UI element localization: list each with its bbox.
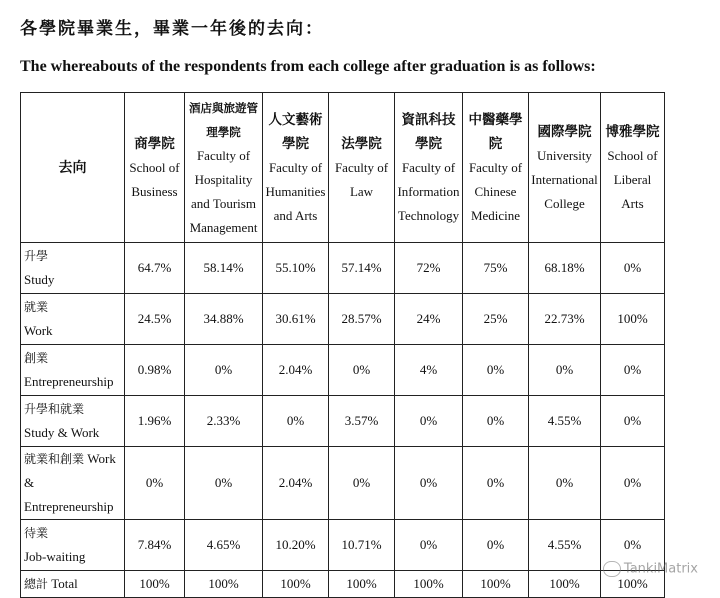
- row-label: 就業和創業 Work & Entrepreneurship: [21, 447, 125, 520]
- table-cell: 0%: [463, 520, 529, 571]
- table-cell: 24%: [395, 294, 463, 345]
- table-cell: 100%: [601, 294, 665, 345]
- table-cell: 10.20%: [263, 520, 329, 571]
- row-label: 升學和就業 Study & Work: [21, 396, 125, 447]
- col-liberal-arts: 博雅學院 School of Liberal Arts: [601, 93, 665, 243]
- col-it: 資訊科技學院 Faculty of Information Technology: [395, 93, 463, 243]
- table-cell: 30.61%: [263, 294, 329, 345]
- table-cell: 4.65%: [185, 520, 263, 571]
- table-cell: 0%: [395, 396, 463, 447]
- table-cell: 0%: [601, 520, 665, 571]
- col-international: 國際學院 University International College: [529, 93, 601, 243]
- table-cell: 100%: [463, 571, 529, 598]
- table-cell: 0%: [395, 447, 463, 520]
- table-cell: 3.57%: [329, 396, 395, 447]
- table-cell: 28.57%: [329, 294, 395, 345]
- table-row: [21, 294, 665, 345]
- table-cell: 4%: [395, 345, 463, 396]
- table-cell: 22.73%: [529, 294, 601, 345]
- table-row: [21, 447, 665, 520]
- table-cell: 0%: [529, 345, 601, 396]
- table-cell: 0%: [329, 447, 395, 520]
- header-corner: 去向: [21, 93, 125, 243]
- table-cell: 10.71%: [329, 520, 395, 571]
- page-title-english: The whereabouts of the respondents from each college after graduation is as follows:: [20, 58, 596, 75]
- table-cell: 0%: [601, 447, 665, 520]
- table-cell: 1.96%: [125, 396, 185, 447]
- table-cell: 24.5%: [125, 294, 185, 345]
- table-cell: 0%: [463, 396, 529, 447]
- row-label: 就業 Work: [21, 294, 125, 345]
- watermark-text: TankiMatrix: [623, 561, 698, 577]
- graduate-destination-table: [20, 92, 665, 598]
- row-label: 創業 Entrepreneurship: [21, 345, 125, 396]
- table-cell: 7.84%: [125, 520, 185, 571]
- table-cell: 57.14%: [329, 243, 395, 294]
- col-hospitality: 酒店與旅遊管理學院 Faculty of Hospitality and Tourism Management: [185, 93, 263, 243]
- table-cell: 58.14%: [185, 243, 263, 294]
- table-cell: 0%: [601, 243, 665, 294]
- table-cell: 0%: [601, 345, 665, 396]
- total-row: [21, 571, 665, 598]
- col-chinese-medicine: 中醫藥學院 Faculty of Chinese Medicine: [463, 93, 529, 243]
- header-row: [21, 93, 665, 243]
- table-row: [21, 396, 665, 447]
- table-cell: 0%: [463, 345, 529, 396]
- table-cell: 0%: [125, 447, 185, 520]
- table-cell: 68.18%: [529, 243, 601, 294]
- row-label: 待業 Job-waiting: [21, 520, 125, 571]
- table-cell: 75%: [463, 243, 529, 294]
- table-cell: 34.88%: [185, 294, 263, 345]
- table-cell: 100%: [125, 571, 185, 598]
- table-cell: 25%: [463, 294, 529, 345]
- table-cell: 100%: [185, 571, 263, 598]
- table-cell: 100%: [529, 571, 601, 598]
- table-row: [21, 345, 665, 396]
- table-cell: 72%: [395, 243, 463, 294]
- table-cell: 100%: [601, 571, 665, 598]
- page-title-chinese: 各學院畢業生，畢業一年後的去向：: [20, 19, 324, 39]
- table-cell: 100%: [263, 571, 329, 598]
- chat-bubble-icon: [603, 561, 621, 577]
- table-cell: 0%: [329, 345, 395, 396]
- row-label: 升學 Study: [21, 243, 125, 294]
- col-humanities: 人文藝術學院 Faculty of Humanities and Arts: [263, 93, 329, 243]
- table-cell: 100%: [329, 571, 395, 598]
- table-row: [21, 243, 665, 294]
- col-business: 商學院 School of Business: [125, 93, 185, 243]
- table-cell: 0%: [601, 396, 665, 447]
- table-cell: 0%: [463, 447, 529, 520]
- col-law: 法學院 Faculty of Law: [329, 93, 395, 243]
- table-cell: 100%: [395, 571, 463, 598]
- table-cell: 0%: [529, 447, 601, 520]
- table-cell: 4.55%: [529, 396, 601, 447]
- table-cell: 64.7%: [125, 243, 185, 294]
- table-cell: 0%: [185, 447, 263, 520]
- table-cell: 4.55%: [529, 520, 601, 571]
- table-cell: 2.04%: [263, 345, 329, 396]
- table-cell: 2.33%: [185, 396, 263, 447]
- table-cell: 55.10%: [263, 243, 329, 294]
- table-row: [21, 520, 665, 571]
- table-cell: 2.04%: [263, 447, 329, 520]
- row-label: 總計 Total: [21, 571, 125, 598]
- table-cell: 0%: [263, 396, 329, 447]
- table-cell: 0%: [395, 520, 463, 571]
- table-cell: 0%: [185, 345, 263, 396]
- watermark: [603, 561, 698, 577]
- table-cell: 0.98%: [125, 345, 185, 396]
